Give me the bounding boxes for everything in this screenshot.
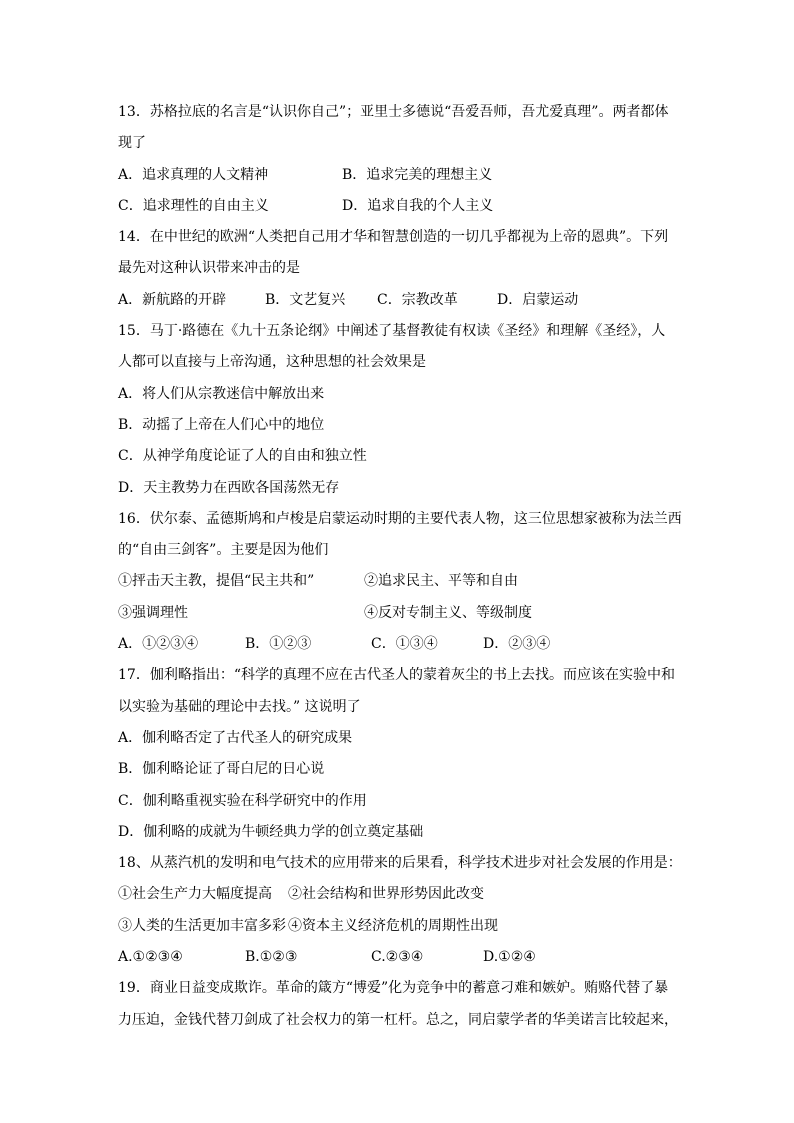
option-row — [118, 191, 678, 222]
option-row — [118, 629, 678, 660]
question-text: 17．伽利略指出：“科学的真理不应在古代圣人的蒙着灰尘的书上去找。而应该在实验中和 — [118, 667, 675, 684]
option-d[interactable]: D．②③④ — [483, 636, 551, 653]
statement-3: ③强调理性 — [118, 604, 188, 621]
statement-row — [118, 566, 678, 597]
statement-2: ②社会结构和世界形势因此改变 — [288, 886, 484, 903]
option-c[interactable]: C．伽利略重视实验在科学研究中的作用 — [118, 792, 367, 809]
option-row — [118, 942, 678, 973]
option-c[interactable]: C．从神学角度论证了人的自由和独立性 — [118, 448, 367, 465]
question-text: 15．马丁·路德在《九十五条论纲》中阐述了基督教徒有权读《圣经》和理解《圣经》，人 — [118, 323, 666, 340]
option-a[interactable]: A．追求真理的人文精神 — [118, 166, 269, 183]
question-text: 现了 — [118, 135, 146, 152]
option-a[interactable]: A．将人们从宗教迷信中解放出来 — [118, 385, 325, 402]
question-text: 力压迫，金钱代替刀剑成了社会权力的第一杠杆。总之，同启蒙学者的华美诺言比较起来， — [118, 1011, 678, 1028]
question-text: 人都可以直接与上帝沟通，这种思想的社会效果是 — [118, 354, 426, 371]
statement-2: ②追求民主、平等和自由 — [364, 573, 518, 590]
option-b[interactable]: B．①②③ — [245, 636, 312, 653]
question-list — [118, 97, 682, 1036]
question-text: 13．苏格拉底的名言是“认识你自己”；亚里士多德说“吾爱吾师，吾尤爱真理”。两者都体 — [118, 104, 669, 120]
question-text: 18、从蒸汽机的发明和电气技术的应用带来的后果看，科学技术进步对社会发展的作用是： — [118, 855, 682, 872]
statement-row — [118, 879, 678, 910]
question-text: 以实验为基础的理论中去找。” 这说明了 — [118, 698, 361, 715]
option-a[interactable]: A．伽利略否定了古代圣人的研究成果 — [118, 729, 353, 746]
question-text: 的“自由三剑客”。主要是因为他们 — [118, 542, 329, 559]
option-d[interactable]: D．天主教势力在西欧各国荡然无存 — [118, 479, 340, 496]
statement-1: ①社会生产力大幅度提高 — [118, 886, 272, 903]
option-d[interactable]: D．伽利略的成就为牛顿经典力学的创立奠定基础 — [118, 823, 424, 840]
option-d[interactable]: D．启蒙运动 — [497, 291, 579, 308]
question-text: 19．商业日益变成欺诈。革命的箴方“博爱”化为竞争中的蓄意刁难和嫉妒。贿赂代替了暴 — [118, 980, 669, 997]
option-a[interactable]: A．①②③④ — [118, 636, 199, 653]
statement-4: ④资本主义经济危机的周期性出现 — [288, 917, 498, 934]
option-d[interactable]: D．追求自我的个人主义 — [342, 197, 494, 214]
statement-3: ③人类的生活更加丰富多彩 — [118, 917, 286, 934]
statement-row — [118, 598, 678, 629]
option-c[interactable]: C．宗教改革 — [377, 291, 458, 308]
option-b[interactable]: B.①②③ — [245, 949, 298, 966]
option-row — [118, 160, 678, 191]
option-c[interactable]: C．追求理性的自由主义 — [118, 197, 269, 214]
option-a[interactable]: A．新航路的开辟 — [118, 291, 227, 308]
question-text: 14．在中世纪的欧洲“人类把自己用才华和智慧创造的一切几乎都视为上帝的恩典”。下列 — [118, 229, 669, 246]
statement-1: ①抨击天主教，提倡“民主共和” — [118, 573, 315, 590]
question-text: 16．伏尔泰、孟德斯鸠和卢梭是启蒙运动时期的主要代表人物，这三位思想家被称为法兰西 — [118, 510, 682, 527]
option-c[interactable]: C．①③④ — [371, 636, 438, 653]
option-c[interactable]: C.②③④ — [371, 949, 424, 966]
option-d[interactable]: D.①②④ — [483, 949, 536, 966]
statement-row — [118, 911, 678, 942]
statement-4: ④反对专制主义、等级制度 — [364, 604, 532, 621]
option-b[interactable]: B．伽利略论证了哥白尼的日心说 — [118, 761, 325, 778]
option-b[interactable]: B．文艺复兴 — [265, 291, 346, 308]
option-a[interactable]: A.①②③④ — [118, 949, 183, 966]
option-b[interactable]: B．动摇了上帝在人们心中的地位 — [118, 416, 325, 433]
option-row — [118, 285, 678, 316]
option-b[interactable]: B．追求完美的理想主义 — [342, 166, 493, 183]
question-text: 最先对这种认识带来冲击的是 — [118, 260, 300, 277]
